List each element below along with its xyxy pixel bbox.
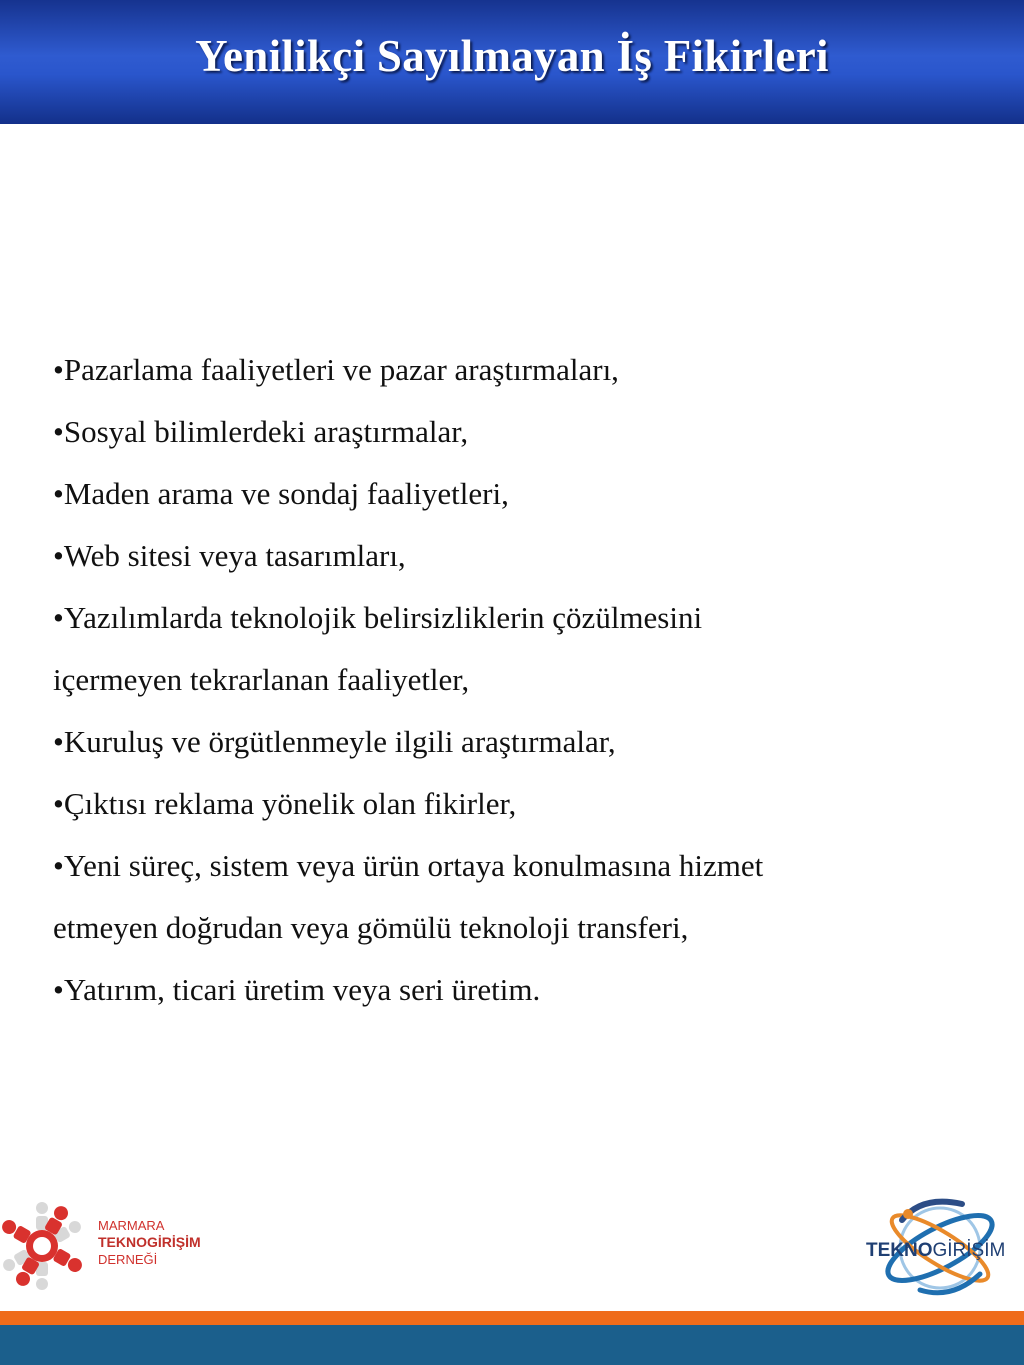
- marmara-logo-text: MARMARA TEKNOGİRİŞİM DERNEĞİ: [98, 1218, 201, 1267]
- list-item: •Sosyal bilimlerdeki araştırmalar,: [53, 414, 469, 449]
- list-item: •Pazarlama faaliyetleri ve pazar araştırmaları,: [53, 352, 619, 387]
- title-banner: [0, 0, 1024, 124]
- footer-accent-bar: [0, 1311, 1024, 1325]
- list-item: •Kuruluş ve örgütlenmeyle ilgili araştırmalar,: [53, 724, 616, 759]
- people-circle-icon: [0, 1194, 96, 1298]
- bullet-list: [53, 339, 983, 1021]
- footer-bar: [0, 1325, 1024, 1365]
- teknogirisim-wordmark: TEKNOGİRİŞİM: [866, 1240, 1006, 1261]
- list-item: •Maden arama ve sondaj faaliyetleri,: [53, 476, 509, 511]
- list-item: •Yazılımlarda teknolojik belirsizliklerin çözülmesini: [53, 600, 703, 635]
- list-item: •Yeni süreç, sistem veya ürün ortaya konulmasına hizmet: [53, 848, 764, 883]
- teknogirisim-logo: [862, 1190, 1024, 1308]
- marmara-teknogirisim-logo: [0, 1194, 240, 1304]
- list-item: •Çıktısı reklama yönelik olan fikirler,: [53, 786, 517, 821]
- list-item: •Web sitesi veya tasarımları,: [53, 538, 406, 573]
- slide-title: Yenilikçi Sayılmayan İş Fikirleri: [195, 31, 829, 81]
- list-item: •Yatırım, ticari üretim veya seri üretim.: [53, 972, 541, 1007]
- list-item-continuation: içermeyen tekrarlanan faaliyetler,: [53, 662, 470, 697]
- list-item-continuation: etmeyen doğrudan veya gömülü teknoloji transferi,: [53, 910, 689, 945]
